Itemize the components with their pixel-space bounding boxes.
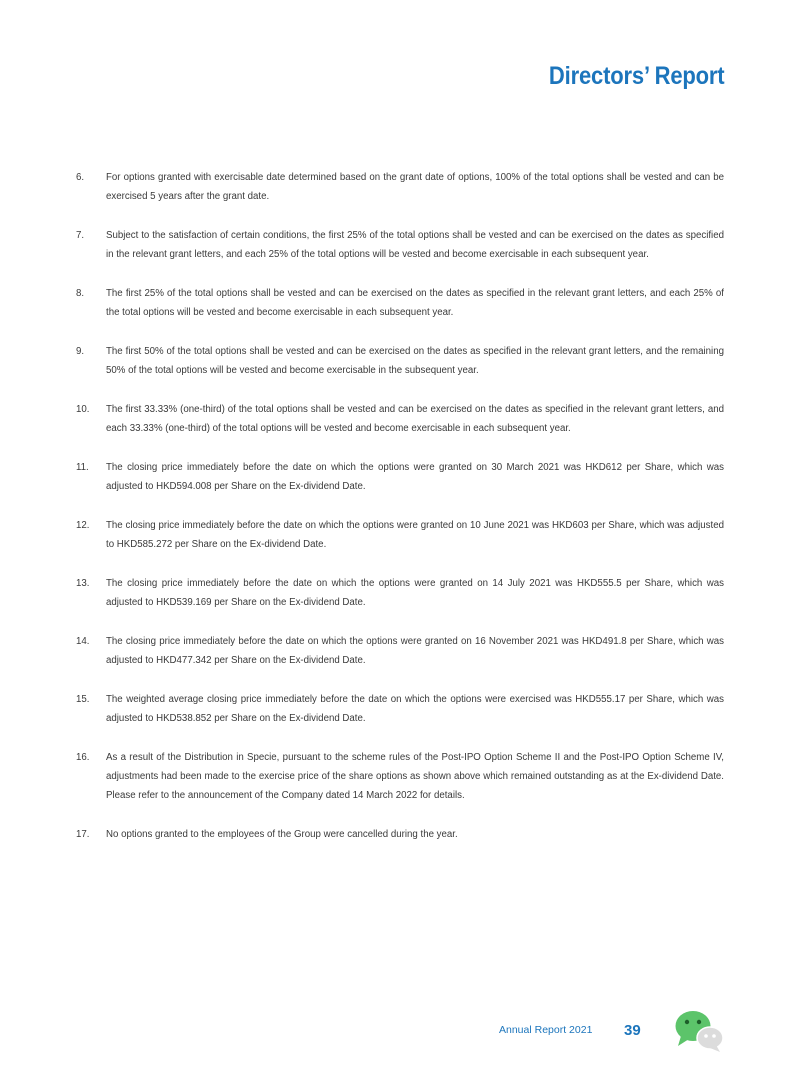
page-number: 39 xyxy=(624,1022,641,1039)
note-text: The first 50% of the total options shall be vested and can be exercised on the dates as specified in the relevant grant letters, and the remaining 50% of the total options will be vested and become exercisable in the subsequent year. xyxy=(106,346,724,376)
note-number: 8. xyxy=(76,288,85,299)
note-number: 16. xyxy=(76,752,90,763)
notes-list xyxy=(76,168,724,864)
note-number: 9. xyxy=(76,346,85,357)
note-item xyxy=(76,400,724,438)
note-number: 15. xyxy=(76,694,90,705)
note-item xyxy=(76,574,724,612)
note-item xyxy=(76,342,724,380)
note-text: The weighted average closing price immediately before the date on which the options were exercised was HKD555.17 per Share, which was adjusted to HKD538.852 per Share on the Ex-dividend Date. xyxy=(106,694,724,724)
footer-report-label: Annual Report 2021 xyxy=(499,1024,593,1036)
wechat-logo-icon xyxy=(672,1008,726,1054)
note-number: 13. xyxy=(76,578,90,589)
note-number: 10. xyxy=(76,404,90,415)
note-number: 7. xyxy=(76,230,85,241)
note-text: The closing price immediately before the date on which the options were granted on 10 June 2021 was HKD603 per Share, which was adjusted to HKD585.272 per Share on the Ex-dividend Date. xyxy=(106,520,724,550)
note-item xyxy=(76,168,724,206)
page-title: Directors’ Report xyxy=(548,62,724,90)
note-text: For options granted with exercisable date determined based on the grant date of options, 100% of the total options shall be vested and can be exercised 5 years after the grant date. xyxy=(106,172,724,202)
note-item xyxy=(76,825,724,844)
note-text: The first 25% of the total options shall be vested and can be exercised on the dates as specified in the relevant grant letters, and each 25% of the total options will be vested and become exercisable in each subsequent year. xyxy=(106,288,724,318)
note-item xyxy=(76,516,724,554)
note-number: 14. xyxy=(76,636,90,647)
note-text: The closing price immediately before the date on which the options were granted on 30 March 2021 was HKD612 per Share, which was adjusted to HKD594.008 per Share on the Ex-dividend Date. xyxy=(106,462,724,492)
note-number: 6. xyxy=(76,172,85,183)
note-item xyxy=(76,748,724,805)
note-text: As a result of the Distribution in Specie, pursuant to the scheme rules of the Post-IPO Option Scheme II and the Post-IPO Option Scheme IV, adjustments had been made to the exercise price of the share options as shown above which remained outstanding as at the Ex-dividend Date. Please refer to the announcement of the Company dated 14 March 2022 for details. xyxy=(106,752,724,801)
note-item xyxy=(76,284,724,322)
note-text: The closing price immediately before the date on which the options were granted on 14 July 2021 was HKD555.5 per Share, which was adjusted to HKD539.169 per Share on the Ex-dividend Date. xyxy=(106,578,724,608)
note-text: The closing price immediately before the date on which the options were granted on 16 November 2021 was HKD491.8 per Share, which was adjusted to HKD477.342 per Share on the Ex-dividend Date. xyxy=(106,636,724,666)
note-text: The first 33.33% (one-third) of the total options shall be vested and can be exercised on the dates as specified in the relevant grant letters, and each 33.33% (one-third) of the total options will be vested and become exercisable in each subsequent year. xyxy=(106,404,724,434)
note-number: 17. xyxy=(76,829,90,840)
note-number: 12. xyxy=(76,520,90,531)
note-item xyxy=(76,690,724,728)
note-item xyxy=(76,632,724,670)
note-text: Subject to the satisfaction of certain conditions, the first 25% of the total options shall be vested and can be exercised on the dates as specified in the relevant grant letters, and each 25% of the total options will be vested and become exercisable in each subsequent year. xyxy=(106,230,724,260)
note-item xyxy=(76,458,724,496)
note-number: 11. xyxy=(76,462,89,473)
note-item xyxy=(76,226,724,264)
note-text: No options granted to the employees of the Group were cancelled during the year. xyxy=(106,829,458,840)
